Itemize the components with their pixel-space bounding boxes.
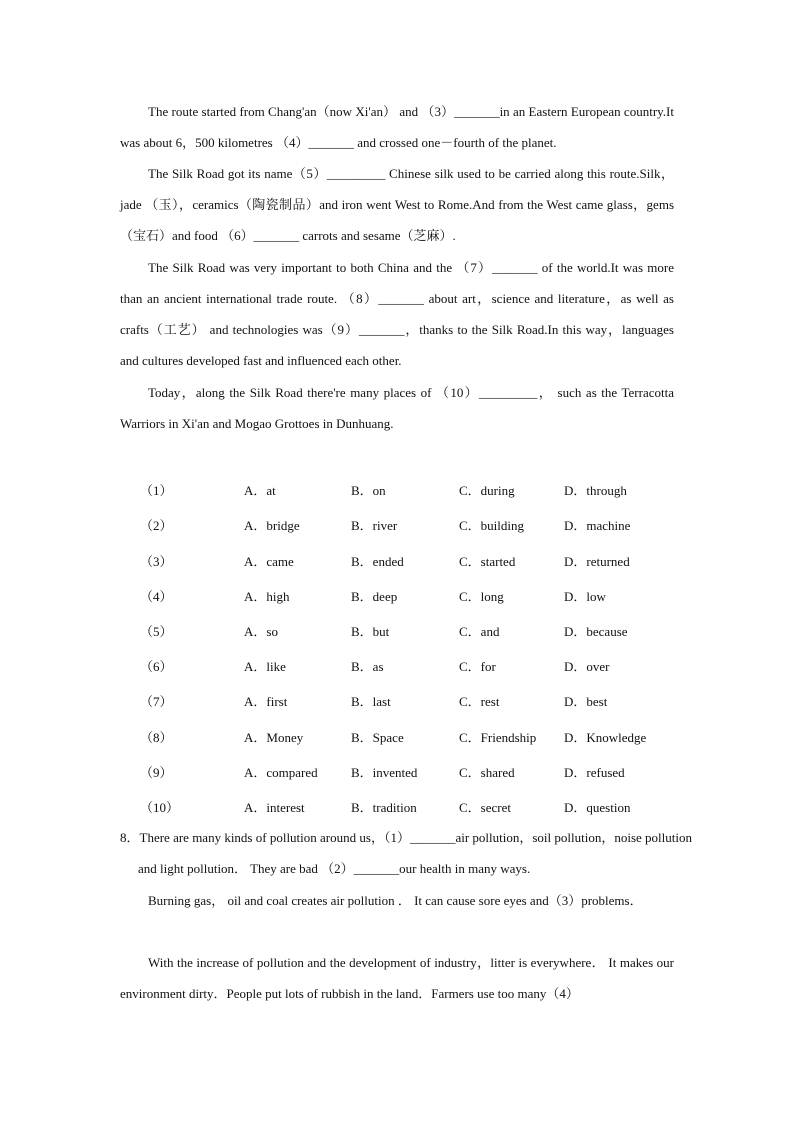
question-number: （8）: [140, 730, 173, 745]
option-c: C．Friendship: [459, 730, 537, 745]
option-d: D．because: [564, 624, 628, 639]
option-d: D．question: [564, 800, 631, 815]
question-number: （1）: [140, 483, 173, 498]
option-a: A．first: [244, 694, 288, 709]
option-c: C．and: [459, 624, 500, 639]
option-d: D．through: [564, 483, 627, 498]
option-b: B．ended: [351, 554, 404, 569]
question-row: [0, 480, 794, 500]
passage2-paragraph-3: With the increase of pollution and the development of industry，litter is everywhere． It makes our environment dirty．People put lots of rubbish in the land．Farmers use too many（4）: [120, 955, 674, 1001]
passage1-paragraph-2: The Silk Road got its name（5）_________ Chinese silk used to be carried along this route.Silk，jade （玉），ceramics（陶瓷制品）and iron went West to Rome.And from the West came glass，gems（宝石）and food （6）_______ carrots and sesame（芝麻）.: [120, 166, 674, 243]
question-number: （2）: [140, 518, 173, 533]
option-d: D．best: [564, 694, 608, 709]
passage1-paragraph-1: The route started from Chang'an（now Xi'an） and （3）_______in an Eastern European country.It was about 6，500 kilometres （4）_______ and crossed one－fourth of the planet.: [120, 104, 674, 150]
passage1-paragraph-3: The Silk Road was very important to both China and the （7）_______ of the world.It was more than an ancient international trade route. （8）_______ about art，science and literature，as well as crafts（工艺） and technologies was（9）_______，thanks to the Silk Road.In this way，languages and cultures developed fast and influenced each other.: [120, 260, 674, 368]
option-b: B．last: [351, 694, 391, 709]
passage2-intro: 8．There are many kinds of pollution around us，（1）_______air pollution，soil pollution，noise pollution and light pollution． They are bad （2）_______our health in many ways.: [120, 830, 692, 876]
option-a: A．bridge: [244, 518, 300, 533]
question-number: （6）: [140, 659, 173, 674]
question-number: （9）: [140, 765, 173, 780]
question-number: （5）: [140, 624, 173, 639]
option-a: A．interest: [244, 800, 305, 815]
option-b: B．as: [351, 659, 384, 674]
question-row: [0, 727, 794, 747]
passage2-paragraph-2: Burning gas， oil and coal creates air pollution ． It can cause sore eyes and（3）problems．: [148, 893, 643, 908]
option-c: C．started: [459, 554, 516, 569]
question-row: [0, 691, 794, 711]
question-row: [0, 797, 794, 817]
option-b: B．tradition: [351, 800, 417, 815]
question-number: （7）: [140, 694, 173, 709]
option-c: C．building: [459, 518, 525, 533]
option-b: B．river: [351, 518, 398, 533]
option-a: A．at: [244, 483, 276, 498]
option-b: B．deep: [351, 589, 398, 604]
option-c: C．shared: [459, 765, 515, 780]
option-d: D．returned: [564, 554, 630, 569]
question-row: [0, 515, 794, 535]
option-c: C．for: [459, 659, 496, 674]
option-c: C．during: [459, 483, 515, 498]
question-row: [0, 551, 794, 571]
option-c: C．long: [459, 589, 504, 604]
passage1-paragraph-4: Today，along the Silk Road there're many places of （10）_________， such as the Terracotta Warriors in Xi'an and Mogao Grottoes in Dunhuang.: [120, 385, 674, 431]
question-number: （10）: [140, 800, 180, 815]
question-row: [0, 621, 794, 641]
option-a: A．compared: [244, 765, 318, 780]
question-row: [0, 586, 794, 606]
option-a: A．came: [244, 554, 294, 569]
option-a: A．like: [244, 659, 286, 674]
option-d: D．Knowledge: [564, 730, 647, 745]
question-row: [0, 656, 794, 676]
option-d: D．over: [564, 659, 610, 674]
option-a: A．Money: [244, 730, 304, 745]
option-c: C．rest: [459, 694, 500, 709]
option-c: C．secret: [459, 800, 511, 815]
question-number: （4）: [140, 589, 173, 604]
option-a: A．high: [244, 589, 290, 604]
option-d: D．machine: [564, 518, 631, 533]
option-d: D．refused: [564, 765, 625, 780]
option-a: A．so: [244, 624, 278, 639]
question-number: （3）: [140, 554, 173, 569]
option-b: B．Space: [351, 730, 404, 745]
option-b: B．on: [351, 483, 386, 498]
option-b: B．but: [351, 624, 390, 639]
option-b: B．invented: [351, 765, 418, 780]
option-d: D．low: [564, 589, 606, 604]
question-row: [0, 762, 794, 782]
